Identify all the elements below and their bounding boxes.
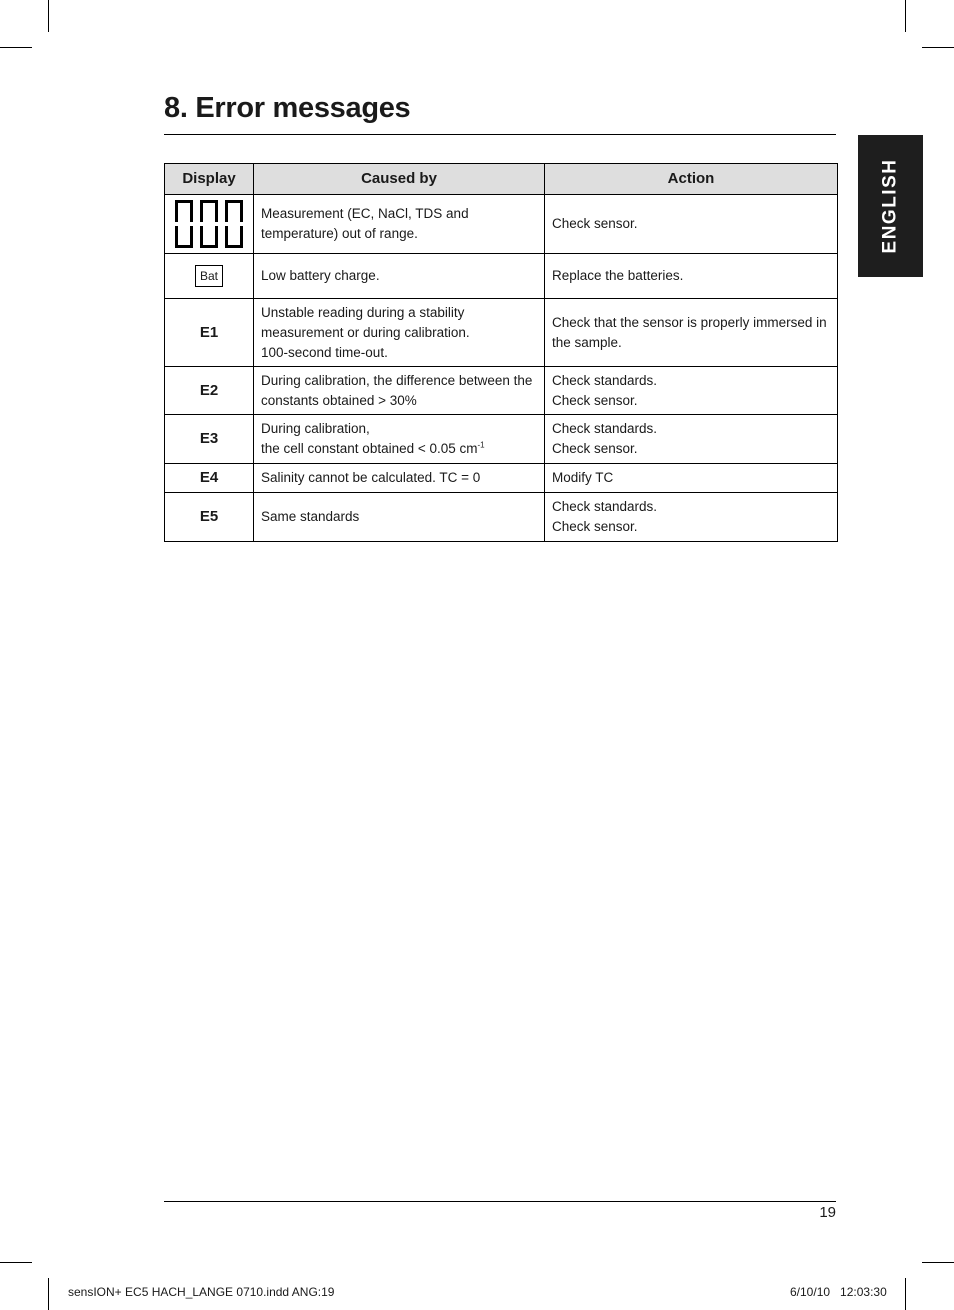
cause-line: Unstable reading during a stability measurement or during calibration. bbox=[261, 304, 470, 340]
action-cell bbox=[545, 493, 838, 542]
language-tab bbox=[858, 135, 923, 277]
page-title: 8. Error messages bbox=[164, 92, 411, 124]
footer-rule bbox=[164, 1201, 836, 1202]
table-row bbox=[165, 464, 838, 493]
table-row bbox=[165, 299, 838, 367]
title-rule bbox=[164, 134, 836, 135]
caused-by-cell bbox=[254, 299, 545, 367]
action-line: Check standards. bbox=[552, 421, 658, 436]
cause-text: the cell constant obtained < 0.05 cm bbox=[261, 441, 478, 456]
error-messages-table bbox=[164, 163, 838, 542]
cause-line: 100-second time-out. bbox=[261, 344, 388, 360]
crop-mark bbox=[922, 47, 954, 48]
battery-indicator: Bat bbox=[195, 265, 223, 287]
header-display: Display bbox=[165, 164, 254, 195]
action-cell bbox=[545, 367, 838, 415]
display-code: E3 bbox=[165, 415, 254, 464]
crop-mark bbox=[0, 1262, 32, 1263]
table-row bbox=[165, 195, 838, 254]
cause-line bbox=[261, 439, 537, 459]
action-cell: Check that the sensor is properly immersed in the sample. bbox=[545, 299, 838, 367]
display-code: E5 bbox=[165, 493, 254, 542]
crop-mark bbox=[0, 47, 32, 48]
action-line: Check sensor. bbox=[552, 441, 638, 456]
caused-by-cell: Salinity cannot be calculated. TC = 0 bbox=[254, 464, 545, 493]
action-line: Check sensor. bbox=[552, 392, 638, 408]
action-line: Check sensor. bbox=[552, 519, 638, 534]
header-action: Action bbox=[545, 164, 838, 195]
underrange-segments-icon bbox=[172, 226, 246, 248]
out-of-range-segment-display-icon bbox=[165, 197, 253, 251]
caused-by-cell: Same standards bbox=[254, 493, 545, 542]
action-cell: Replace the batteries. bbox=[545, 254, 838, 299]
table-row bbox=[165, 415, 838, 464]
crop-mark bbox=[48, 0, 49, 32]
unit-exponent: -1 bbox=[477, 440, 485, 450]
action-cell bbox=[545, 415, 838, 464]
overrange-segments-icon bbox=[172, 200, 246, 222]
display-code: E1 bbox=[165, 299, 254, 367]
cause-line: During calibration, bbox=[261, 421, 370, 436]
action-line: Check standards. bbox=[552, 372, 658, 388]
caused-by-cell: Measurement (EC, NaCl, TDS and temperature) out of range. bbox=[254, 195, 545, 254]
caused-by-cell: Low battery charge. bbox=[254, 254, 545, 299]
crop-mark bbox=[905, 1278, 906, 1310]
table-row bbox=[165, 493, 838, 542]
action-cell: Check sensor. bbox=[545, 195, 838, 254]
action-cell: Modify TC bbox=[545, 464, 838, 493]
crop-mark bbox=[48, 1278, 49, 1310]
display-code: E2 bbox=[165, 367, 254, 415]
table-row bbox=[165, 254, 838, 299]
table-header-row bbox=[165, 164, 838, 195]
header-caused-by: Caused by bbox=[254, 164, 545, 195]
display-code: E4 bbox=[165, 464, 254, 493]
print-slug-file: sensION+ EC5 HACH_LANGE 0710.indd ANG:19 bbox=[68, 1285, 335, 1299]
caused-by-cell: During calibration, the difference between the constants obtained > 30% bbox=[254, 367, 545, 415]
crop-mark bbox=[922, 1262, 954, 1263]
page-number: 19 bbox=[819, 1204, 836, 1221]
display-cell bbox=[165, 254, 254, 299]
crop-mark bbox=[905, 0, 906, 32]
caused-by-cell bbox=[254, 415, 545, 464]
action-line: Check standards. bbox=[552, 499, 658, 514]
language-tab-label: ENGLISH bbox=[879, 158, 901, 254]
table-row bbox=[165, 367, 838, 415]
display-cell bbox=[165, 195, 254, 254]
print-slug-timestamp: 6/10/10 12:03:30 bbox=[790, 1285, 887, 1299]
